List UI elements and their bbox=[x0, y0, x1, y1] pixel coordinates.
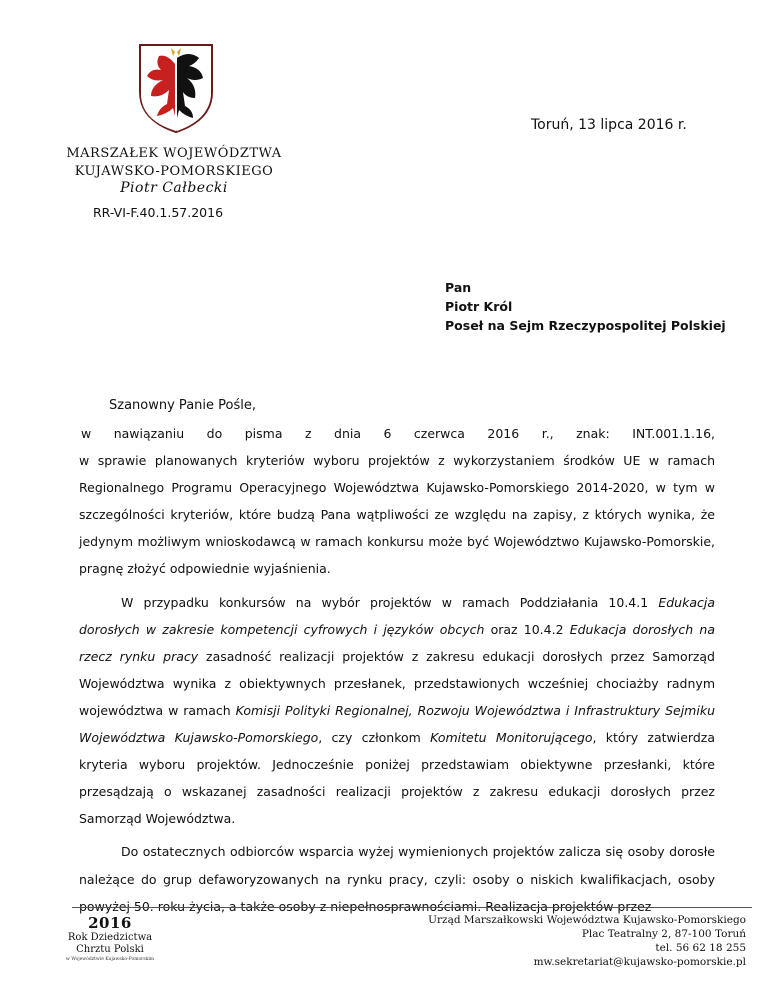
coat-of-arms-logo bbox=[137, 42, 215, 134]
sender-title-line2: KUJAWSKO-POMORSKIEGO bbox=[74, 164, 274, 179]
paragraph-1 bbox=[79, 420, 715, 583]
reference-number: RR-VI-F.40.1.57.2016 bbox=[93, 205, 224, 220]
paragraph-2-italic-d: Komitetu Monitorującego bbox=[430, 730, 593, 746]
anniversary-logo-line3: w Województwie Kujawsko-Pomorskim bbox=[65, 957, 155, 962]
paragraph-2-text-c: zasadność realizacji projektów z zakresu edukacji dorosłych przez Samorząd Województwa wynika z obiektywnych przesłanek, przedstawionych wcześniej chociażby radnym województwa w ramach bbox=[79, 648, 715, 718]
paragraph-3: Do ostatecznych odbiorców wsparcia wyżej wymienionych projektów zalicza się osoby dorosłe należące do grup defaworyzowanych na rynku pracy, czyli: osoby o niskich kwalifikacjach, osoby powyżej 50. roku życia, a także osoby z niepełnosprawnościami. Realizacja projektów przez bbox=[79, 844, 715, 914]
letter-body bbox=[79, 420, 715, 920]
paragraph-1-first-line: w nawiązaniu do pisma z dnia 6 czerwca 2016 r., znak: INT.001.1.16, bbox=[81, 426, 715, 441]
recipient-title: Poseł na Sejm Rzeczypospolitej Polskiej bbox=[445, 318, 726, 333]
anniversary-logo bbox=[60, 914, 160, 963]
anniversary-logo-year: 2016 bbox=[88, 914, 132, 932]
footer-divider bbox=[72, 907, 752, 908]
paragraph-1-text: w sprawie planowanych kryteriów wyboru projektów z wykorzystaniem środków UE w ramach Regionalnego Programu Operacyjnego Województwa Kujawsko-Pomorskiego 2014-2020, w tym w szczególności kryteriów, które budzą Pana wątpliwości ze względu na zapisy, z których wynika, że jedynym możliwym wnioskodawcą w ramach konkursu może być Województwo Kujawsko-Pomorskie, pragnę złożyć odpowiednie wyjaśnienia. bbox=[79, 453, 715, 577]
paragraph-2-text-b: oraz 10.4.2 bbox=[484, 621, 570, 637]
recipient-line1: Pan bbox=[445, 280, 472, 295]
footer-contact bbox=[428, 913, 746, 969]
letter-date: Toruń, 13 lipca 2016 r. bbox=[531, 117, 687, 133]
paragraph-2 bbox=[79, 589, 715, 833]
paragraph-2-italic-c: Komisji Polityki Regionalnej, Rozwoju Województwa i Infrastruktury Sejmiku Województwa Kujawsko-Pomorskiego bbox=[79, 702, 715, 746]
salutation: Szanowny Panie Pośle, bbox=[109, 398, 256, 413]
footer-office: Urząd Marszałkowski Województwa Kujawsko-Pomorskiego bbox=[428, 914, 746, 926]
paragraph-2-italic-a: Edukacja dorosłych w zakresie kompetencji cyfrowych i języków obcych bbox=[79, 594, 715, 637]
paragraph-2-text-a: W przypadku konkursów na wybór projektów w ramach Poddziałania 10.4.1 bbox=[121, 594, 659, 610]
sender-name: Piotr Całbecki bbox=[120, 180, 228, 196]
anniversary-logo-line2: Chrztu Polski bbox=[76, 944, 144, 955]
paragraph-2-text-e: , który zatwierdza kryteria wyboru projektów. Jednocześnie poniżej przedstawiam obiektywne przesłanki, które przesądzają o wskazanej zasadności realizacji projektów z zakresu edukacji dorosłych przez Samorząd Województwa. bbox=[79, 730, 715, 827]
recipient-name: Piotr Król bbox=[445, 299, 513, 314]
footer-address: Plac Teatralny 2, 87-100 Toruń bbox=[581, 928, 746, 940]
paragraph-2-italic-b: Edukacja dorosłych na rzecz rynku pracy bbox=[79, 621, 715, 664]
anniversary-logo-line1: Rok Dziedzictwa bbox=[67, 932, 153, 943]
paragraph-2-text-d: , czy członkom bbox=[318, 730, 431, 746]
footer-phone: tel. 56 62 18 255 bbox=[655, 942, 746, 954]
sender-title-line1: MARSZAŁEK WOJEWÓDZTWA bbox=[66, 146, 282, 161]
footer-email: mw.sekretariat@kujawsko-pomorskie.pl bbox=[533, 956, 746, 968]
